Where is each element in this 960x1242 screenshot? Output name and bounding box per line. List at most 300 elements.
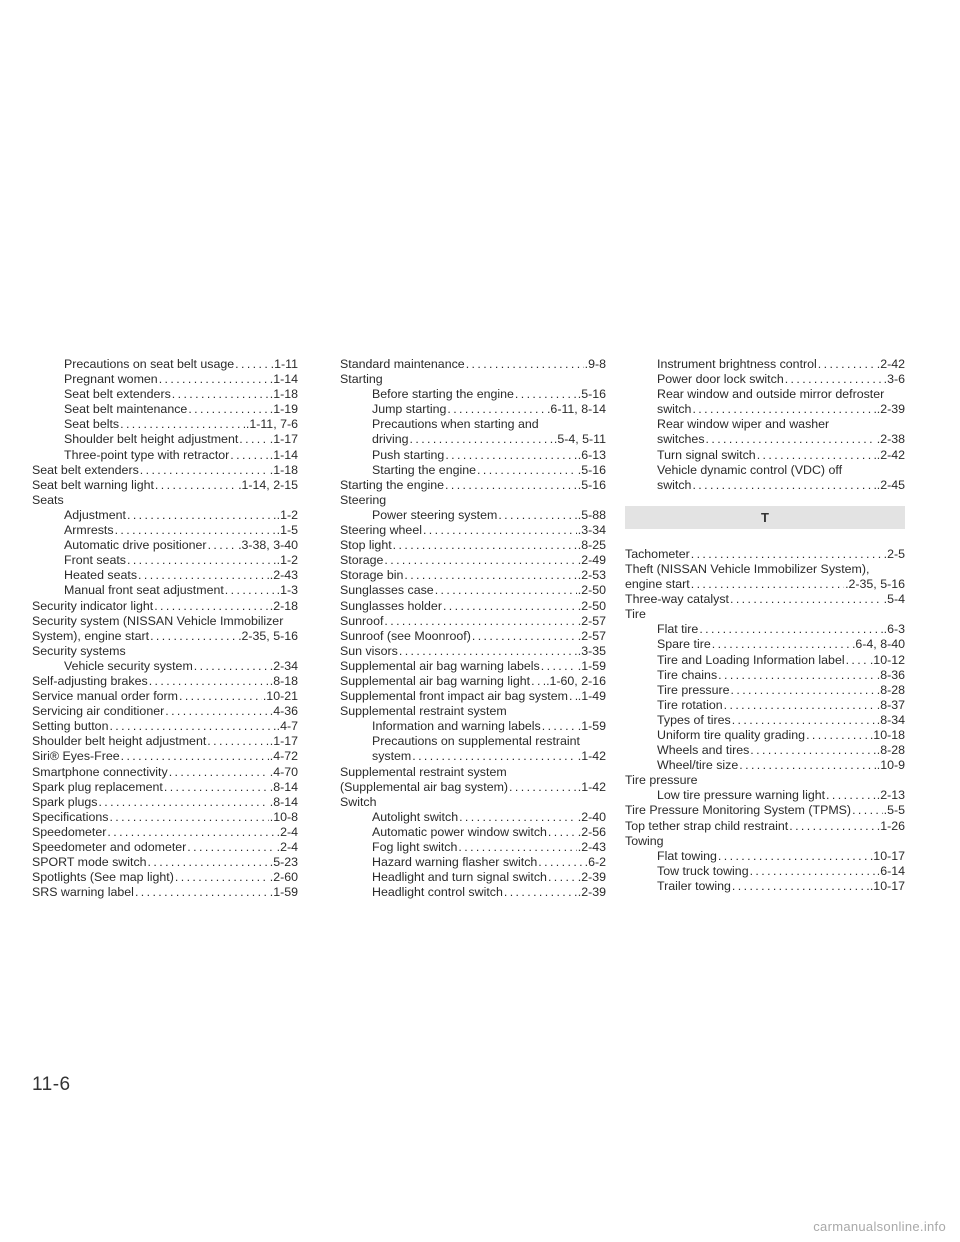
- entry-label: Sun visors: [340, 643, 398, 658]
- entry-label: Jump starting: [372, 402, 447, 417]
- leader-dots: [569, 689, 577, 704]
- entry-label: Precautions on supplemental restraint: [372, 734, 581, 749]
- index-entry: [32, 644, 298, 659]
- leader-dots: [699, 622, 882, 637]
- entry-page-ref: .1-14: [269, 447, 298, 462]
- index-entry: [32, 825, 298, 840]
- leader-dots: [445, 448, 576, 463]
- entry-page-ref: .1-18: [269, 387, 298, 402]
- index-entry: [32, 448, 298, 463]
- entry-label: system: [372, 749, 412, 764]
- entry-label: Storage: [340, 553, 384, 568]
- entry-label: Heated seats: [64, 568, 138, 583]
- entry-page-ref: .5-16: [577, 387, 606, 402]
- entry-page-ref: .10-12: [869, 652, 905, 667]
- index-entry: [340, 689, 606, 704]
- index-entry: [32, 357, 298, 372]
- index-entry: [340, 704, 606, 719]
- entry-label: Types of tires: [657, 712, 731, 727]
- index-entry: [32, 855, 298, 870]
- entry-page-ref: .2-56: [577, 824, 606, 839]
- entry-label: Supplemental front impact air bag system: [340, 689, 568, 704]
- leader-dots: [235, 357, 270, 372]
- entry-page-ref: .5-4, 5-11: [553, 432, 606, 447]
- entry-label: Seat belts: [64, 417, 120, 432]
- entry-label: Spark plug replacement: [32, 779, 163, 794]
- index-entry: [32, 614, 298, 629]
- index-entry: [340, 765, 606, 780]
- entry-page-ref: .1-42: [577, 779, 606, 794]
- entry-page-ref: .5-5: [883, 803, 905, 818]
- entry-label: Instrument brightness control: [657, 357, 817, 371]
- leader-dots: [531, 674, 545, 689]
- entry-label: Low tire pressure warning light: [657, 788, 826, 803]
- index-entry: [625, 607, 905, 622]
- leader-dots: [458, 840, 576, 855]
- index-entry: [32, 629, 298, 644]
- leader-dots: [472, 629, 577, 644]
- index-entry: [625, 668, 905, 683]
- leader-dots: [179, 689, 262, 704]
- entry-label: Starting the engine: [340, 477, 445, 492]
- leader-dots: [542, 719, 577, 734]
- leader-dots: [466, 357, 584, 372]
- leader-dots: [239, 432, 268, 447]
- index-entry: [340, 357, 606, 372]
- entry-label: Automatic drive positioner: [64, 538, 207, 553]
- index-entry: [32, 734, 298, 749]
- leader-dots: [208, 538, 238, 553]
- entry-page-ref: .2-57: [577, 628, 606, 643]
- entry-page-ref: .2-39: [577, 870, 606, 885]
- index-entry: [625, 562, 905, 577]
- index-entry: [625, 622, 905, 637]
- leader-dots: [515, 387, 577, 402]
- index-entry: [625, 592, 905, 607]
- entry-page-ref: .1-2: [276, 507, 298, 522]
- entry-label: Tachometer: [625, 546, 690, 561]
- leader-dots: [155, 478, 237, 493]
- leader-dots: [498, 508, 576, 523]
- entry-label: Vehicle security system: [64, 658, 193, 673]
- index-entry: [340, 493, 606, 508]
- entry-label: Wheels and tires: [657, 743, 750, 758]
- index-entry: [340, 749, 606, 764]
- index-entry: [625, 819, 905, 834]
- entry-page-ref: .2-43: [269, 568, 298, 583]
- index-entry: [340, 583, 606, 598]
- entry-page-ref: .1-11, 7-6: [245, 417, 298, 432]
- leader-dots: [127, 553, 276, 568]
- entry-label: Flat towing: [657, 848, 717, 863]
- index-entry: [32, 674, 298, 689]
- entry-label: Pregnant women: [64, 372, 158, 387]
- entry-page-ref: .3-38, 3-40: [238, 538, 298, 553]
- leader-dots: [194, 659, 269, 674]
- leader-dots: [393, 538, 577, 553]
- entry-label: Seat belt extenders: [64, 387, 171, 402]
- index-entry: [340, 810, 606, 825]
- entry-page-ref: .1-3: [276, 583, 298, 598]
- leader-dots: [384, 553, 576, 568]
- entry-label: Headlight and turn signal switch: [372, 870, 547, 885]
- entry-page-ref: .8-37: [876, 697, 905, 712]
- entry-label: Speedometer and odometer: [32, 840, 187, 854]
- index-entry: [340, 372, 606, 387]
- entry-page-ref: .1-14: [269, 372, 298, 387]
- index-entry: [340, 553, 606, 568]
- leader-dots: [140, 463, 269, 478]
- index-entry: [340, 659, 606, 674]
- index-entry: [625, 478, 905, 493]
- entry-label: Tire: [625, 607, 646, 622]
- entry-page-ref: .6-4, 8-40: [851, 637, 905, 652]
- index-entry: [340, 840, 606, 855]
- leader-dots: [548, 870, 577, 885]
- leader-dots: [109, 810, 268, 825]
- entry-page-ref: .1-17: [269, 432, 298, 447]
- entry-label: Tire chains: [657, 667, 718, 682]
- entry-page-ref: .2-42: [876, 447, 905, 462]
- index-entry: [340, 508, 606, 523]
- entry-label: Rear window and outside mirror defroster: [657, 387, 885, 402]
- index-entry: [340, 855, 606, 870]
- leader-dots: [165, 704, 269, 719]
- entry-label: Tire pressure: [657, 682, 730, 697]
- entry-label: Vehicle dynamic control (VDC) off: [657, 462, 843, 477]
- entry-page-ref: .8-34: [876, 712, 905, 727]
- index-entry: [340, 629, 606, 644]
- entry-page-ref: .10-17: [869, 848, 905, 863]
- leader-dots: [435, 583, 577, 598]
- leader-dots: [135, 885, 269, 900]
- entry-label: Towing: [625, 833, 664, 848]
- index-entry: [32, 583, 298, 598]
- section-letter-bar: [625, 506, 905, 529]
- entry-label: switches: [657, 432, 705, 447]
- entry-page-ref: .3-34: [577, 523, 606, 538]
- entry-page-ref: .1-59: [269, 885, 298, 900]
- entry-page-ref: .3-35: [577, 643, 606, 658]
- index-entry: [625, 683, 905, 698]
- entry-page-ref: .1-5: [276, 523, 298, 538]
- index-entry: [340, 402, 606, 417]
- index-entry: [340, 780, 606, 795]
- entry-page-ref: .2-60: [269, 870, 298, 885]
- entry-page-ref: .2-43: [577, 840, 606, 854]
- entry-page-ref: .8-28: [876, 743, 905, 758]
- entry-page-ref: .2-35, 5-16: [238, 628, 298, 643]
- index-entry: [340, 538, 606, 553]
- leader-dots: [706, 432, 876, 447]
- entry-label: Starting: [340, 372, 383, 387]
- entry-label: Seat belt extenders: [32, 462, 139, 477]
- entry-page-ref: .2-38: [876, 432, 905, 447]
- entry-page-ref: .2-39: [876, 402, 905, 417]
- leader-dots: [692, 478, 875, 493]
- index-entry: [32, 659, 298, 674]
- leader-dots: [187, 840, 275, 855]
- entry-page-ref: .1-2: [276, 553, 298, 568]
- entry-page-ref: .2-42: [876, 357, 905, 371]
- leader-dots: [477, 463, 577, 478]
- leader-dots: [548, 825, 577, 840]
- entry-page-ref: .5-4: [883, 592, 905, 607]
- entry-page-ref: .4-7: [276, 719, 298, 734]
- index-entry: [340, 870, 606, 885]
- index-entry: [32, 689, 298, 704]
- leader-dots: [852, 803, 883, 818]
- entry-page-ref: .2-57: [577, 613, 606, 628]
- entry-page-ref: .2-5: [883, 546, 905, 561]
- entry-label: Servicing air conditioner: [32, 704, 165, 719]
- section-letter: T: [761, 509, 769, 525]
- entry-label: Headlight control switch: [372, 885, 503, 900]
- leader-dots: [732, 713, 876, 728]
- index-entry: [625, 788, 905, 803]
- entry-page-ref: .1-11: [270, 357, 298, 371]
- entry-label: Hazard warning flasher switch: [372, 855, 538, 870]
- index-entry: [625, 432, 905, 447]
- entry-label: SPORT mode switch: [32, 855, 147, 870]
- entry-label: Rear window wiper and washer: [657, 417, 830, 432]
- index-entry: [340, 825, 606, 840]
- entry-page-ref: .8-14: [269, 779, 298, 794]
- leader-dots: [412, 749, 577, 764]
- index-entry: [32, 765, 298, 780]
- entry-page-ref: .1-59: [577, 658, 606, 673]
- leader-dots: [164, 780, 269, 795]
- entry-page-ref: .1-19: [269, 402, 298, 417]
- leader-dots: [121, 749, 269, 764]
- entry-page-ref: .1-49: [577, 689, 606, 704]
- index-entry: [340, 885, 606, 900]
- entry-label: Flat tire: [657, 622, 699, 637]
- index-entry: [32, 568, 298, 583]
- entry-page-ref: .6-11, 8-14: [546, 402, 606, 417]
- entry-page-ref: .2-39: [577, 885, 606, 900]
- entry-label: driving: [372, 432, 409, 447]
- watermark: carmanualsonline.info: [813, 1219, 946, 1234]
- leader-dots: [154, 599, 269, 614]
- index-entry: [32, 885, 298, 900]
- entry-label: Shoulder belt height adjustment: [64, 432, 239, 447]
- entry-label: Tire rotation: [657, 697, 723, 712]
- leader-dots: [149, 674, 269, 689]
- leader-dots: [806, 728, 869, 743]
- entry-page-ref: .2-45: [876, 477, 905, 492]
- leader-dots: [172, 387, 269, 402]
- entry-label: Supplemental restraint system: [340, 764, 507, 779]
- index-entry: [32, 553, 298, 568]
- entry-label: Security systems: [32, 643, 126, 658]
- entry-page-ref: .4-36: [269, 704, 298, 719]
- index-column-3: [625, 357, 905, 894]
- index-entry: [340, 448, 606, 463]
- entry-label: engine start: [625, 577, 690, 592]
- entry-page-ref: .2-50: [577, 598, 606, 613]
- entry-label: Seat belt warning light: [32, 477, 154, 492]
- entry-page-ref: .10-18: [869, 727, 905, 742]
- leader-dots: [159, 372, 269, 387]
- entry-label: Sunroof (see Moonroof): [340, 628, 471, 643]
- index-entry: [32, 749, 298, 764]
- index-entry: [32, 599, 298, 614]
- index-entry: [32, 402, 298, 417]
- entry-page-ref: .4-70: [269, 764, 298, 779]
- entry-page-ref: .2-49: [577, 553, 606, 568]
- entry-label: Autolight switch: [372, 809, 459, 824]
- entry-label: Adjustment: [64, 507, 126, 522]
- index-entry: [32, 870, 298, 885]
- entry-label: Armrests: [64, 523, 114, 538]
- entry-page-ref: .3-6: [883, 372, 905, 387]
- entry-label: Power steering system: [372, 507, 498, 522]
- index-entry: [32, 795, 298, 810]
- index-entry: [625, 417, 905, 432]
- entry-label: Three-point type with retractor: [64, 447, 230, 462]
- index-entry: [340, 614, 606, 629]
- leader-dots: [115, 523, 276, 538]
- entry-page-ref: .1-42: [577, 749, 606, 764]
- entry-page-ref: .4-72: [269, 749, 298, 764]
- entry-label: Wheel/tire size: [657, 758, 739, 773]
- entry-label: Trailer towing: [657, 878, 731, 893]
- entry-page-ref: .2-53: [577, 568, 606, 583]
- leader-dots: [692, 402, 875, 417]
- leader-dots: [732, 879, 869, 894]
- page-number: 11-6: [32, 1074, 71, 1095]
- index-entry: [625, 713, 905, 728]
- index-entry: [625, 834, 905, 849]
- entry-page-ref: .6-14: [876, 863, 905, 878]
- leader-dots: [750, 864, 876, 879]
- leader-dots: [98, 795, 268, 810]
- entry-label: Supplemental restraint system: [340, 704, 507, 719]
- entry-label: SRS warning label: [32, 885, 134, 900]
- entry-label: Theft (NISSAN Vehicle Immobilizer System),: [625, 561, 870, 576]
- leader-dots: [712, 637, 851, 652]
- index-entry: [32, 780, 298, 795]
- leader-dots: [445, 478, 577, 493]
- entry-page-ref: .9-8: [584, 357, 606, 371]
- leader-dots: [789, 819, 876, 834]
- index-entry: [625, 773, 905, 788]
- entry-label: Seat belt maintenance: [64, 402, 188, 417]
- index-entry: [625, 577, 905, 592]
- entry-page-ref: .2-4: [276, 824, 298, 839]
- index-entry: [32, 523, 298, 538]
- index-entry: [32, 417, 298, 432]
- entry-page-ref: .5-88: [577, 507, 606, 522]
- leader-dots: [459, 810, 577, 825]
- leader-dots: [399, 644, 577, 659]
- index-entry: [32, 372, 298, 387]
- index-entry: [625, 372, 905, 387]
- entry-label: Starting the engine: [372, 462, 477, 477]
- entry-label: Self-adjusting brakes: [32, 673, 148, 688]
- entry-page-ref: .2-13: [876, 788, 905, 803]
- entry-label: Before starting the engine: [372, 387, 514, 402]
- leader-dots: [188, 402, 268, 417]
- index-entry: [625, 698, 905, 713]
- entry-page-ref: .10-21: [262, 689, 298, 704]
- leader-dots: [384, 614, 576, 629]
- entry-label: Power door lock switch: [657, 372, 784, 387]
- entry-page-ref: .1-26: [876, 818, 905, 833]
- index-entry: [625, 879, 905, 894]
- leader-dots: [447, 402, 546, 417]
- entry-label: Speedometer: [32, 824, 107, 839]
- index-entry: [340, 644, 606, 659]
- entry-label: Three-way catalyst: [625, 592, 729, 607]
- index-entry: [625, 758, 905, 773]
- entry-page-ref: .1-17: [269, 734, 298, 749]
- entry-page-ref: .8-36: [876, 667, 905, 682]
- index-entry: [32, 538, 298, 553]
- index-entry: [32, 810, 298, 825]
- entry-label: Tire and Loading Information label: [657, 652, 845, 667]
- entry-label: Sunglasses case: [340, 583, 434, 598]
- index-entry: [340, 719, 606, 734]
- leader-dots: [718, 849, 869, 864]
- index-group-after: [625, 547, 905, 894]
- leader-dots: [818, 357, 876, 372]
- entry-page-ref: .5-16: [577, 462, 606, 477]
- entry-page-ref: .8-25: [577, 538, 606, 553]
- leader-dots: [724, 698, 876, 713]
- leader-dots: [423, 523, 577, 538]
- index-entry: [32, 493, 298, 508]
- leader-dots: [691, 547, 883, 562]
- entry-page-ref: .10-9: [876, 758, 905, 773]
- leader-dots: [785, 372, 883, 387]
- index-entry: [32, 719, 298, 734]
- entry-page-ref: .6-3: [883, 622, 905, 637]
- entry-label: Tire pressure: [625, 773, 698, 788]
- leader-dots: [109, 719, 275, 734]
- entry-label: Steering: [340, 492, 387, 507]
- index-column-1: [32, 357, 298, 900]
- entry-page-ref: .2-34: [269, 658, 298, 673]
- leader-dots: [730, 592, 883, 607]
- leader-dots: [230, 448, 268, 463]
- index-entry: [340, 795, 606, 810]
- leader-dots: [175, 870, 269, 885]
- index-entry: [340, 387, 606, 402]
- entry-label: Security indicator light: [32, 598, 154, 613]
- index-entry: [625, 728, 905, 743]
- index-entry: [625, 463, 905, 478]
- leader-dots: [150, 629, 237, 644]
- index-entry: [32, 432, 298, 447]
- index-entry: [340, 599, 606, 614]
- leader-dots: [169, 765, 269, 780]
- entry-label: Sunglasses holder: [340, 598, 442, 613]
- index-entry: [625, 653, 905, 668]
- entry-label: Seats: [32, 492, 64, 507]
- index-entry: [32, 704, 298, 719]
- entry-label: Precautions when starting and: [372, 417, 539, 432]
- leader-dots: [107, 825, 275, 840]
- leader-dots: [127, 508, 276, 523]
- entry-label: Precautions on seat belt usage: [64, 357, 235, 371]
- leader-dots: [718, 668, 876, 683]
- leader-dots: [541, 659, 577, 674]
- entry-label: Information and warning labels: [372, 719, 541, 734]
- entry-page-ref: .8-18: [269, 673, 298, 688]
- entry-label: System), engine start: [32, 628, 150, 643]
